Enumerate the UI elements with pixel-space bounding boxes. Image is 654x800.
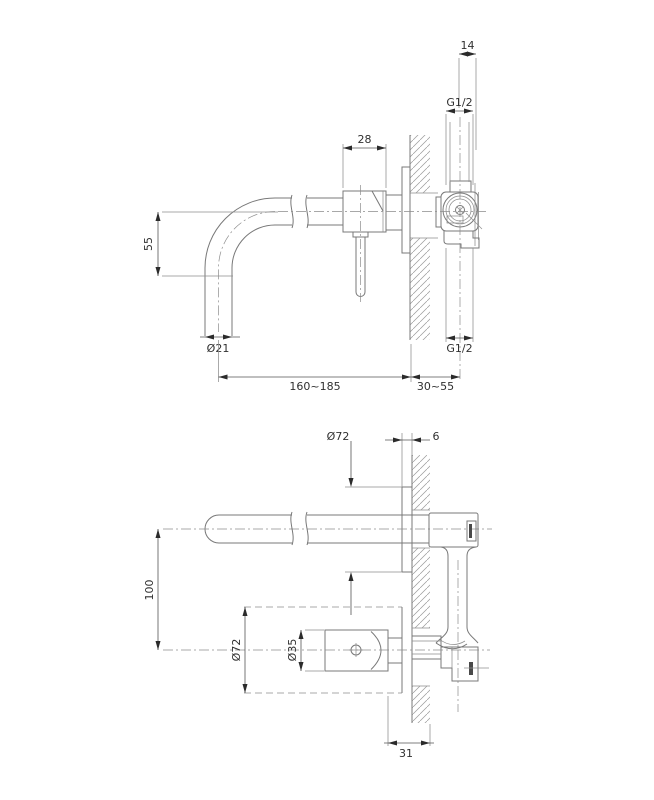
dim-inlet-offset-label: 14 — [460, 39, 475, 52]
dim-handle-plate-dia-label: Ø72 — [230, 638, 243, 662]
bottom-view-plan — [143, 430, 492, 760]
dim-spout-plate-dia — [327, 430, 402, 615]
dim-wall-depth-label: 30~55 — [416, 380, 455, 393]
dim-thread-top-label: G1/2 — [446, 96, 473, 109]
pipe-break-symbol-plan — [291, 512, 308, 545]
escutcheon-plate-side — [402, 167, 410, 253]
wall-section-plan — [412, 455, 430, 723]
lever-pin — [353, 185, 368, 302]
dim-plate-thickness-label: 6 — [432, 430, 440, 443]
spout-plate-plan — [402, 487, 412, 572]
dim-spout-outlet-dia — [200, 335, 240, 356]
dim-body-width — [343, 133, 386, 188]
dim-spout-reach-label: 160~185 — [289, 380, 341, 393]
top-view-side-elevation — [142, 39, 487, 393]
dim-spout-outlet-dia-label: Ø21 — [206, 342, 230, 355]
dim-axis-spacing-label: 100 — [143, 579, 156, 601]
spout-tube-side — [205, 198, 343, 336]
dim-spout-drop — [142, 212, 278, 276]
dim-body-width-label: 28 — [357, 133, 372, 146]
wall-section-top-view — [410, 135, 438, 340]
dim-spout-plate-dia-label: Ø72 — [326, 430, 350, 443]
spout-tube-plan — [163, 515, 492, 543]
dim-thread-top — [446, 96, 473, 114]
dim-thread-bottom-label: G1/2 — [446, 342, 473, 355]
dim-handle-plate-dia — [230, 607, 248, 693]
dim-handle-dia-label: Ø35 — [286, 638, 299, 662]
dim-axis-spacing — [143, 529, 161, 650]
dim-inlet-offset — [459, 39, 476, 150]
supply-pipe-lines — [446, 114, 473, 342]
dim-thread-bottom — [446, 336, 473, 356]
dim-spout-drop-label: 55 — [142, 237, 155, 251]
dim-handle-dia — [286, 630, 324, 671]
dim-handle-projection-label: 31 — [399, 747, 413, 760]
